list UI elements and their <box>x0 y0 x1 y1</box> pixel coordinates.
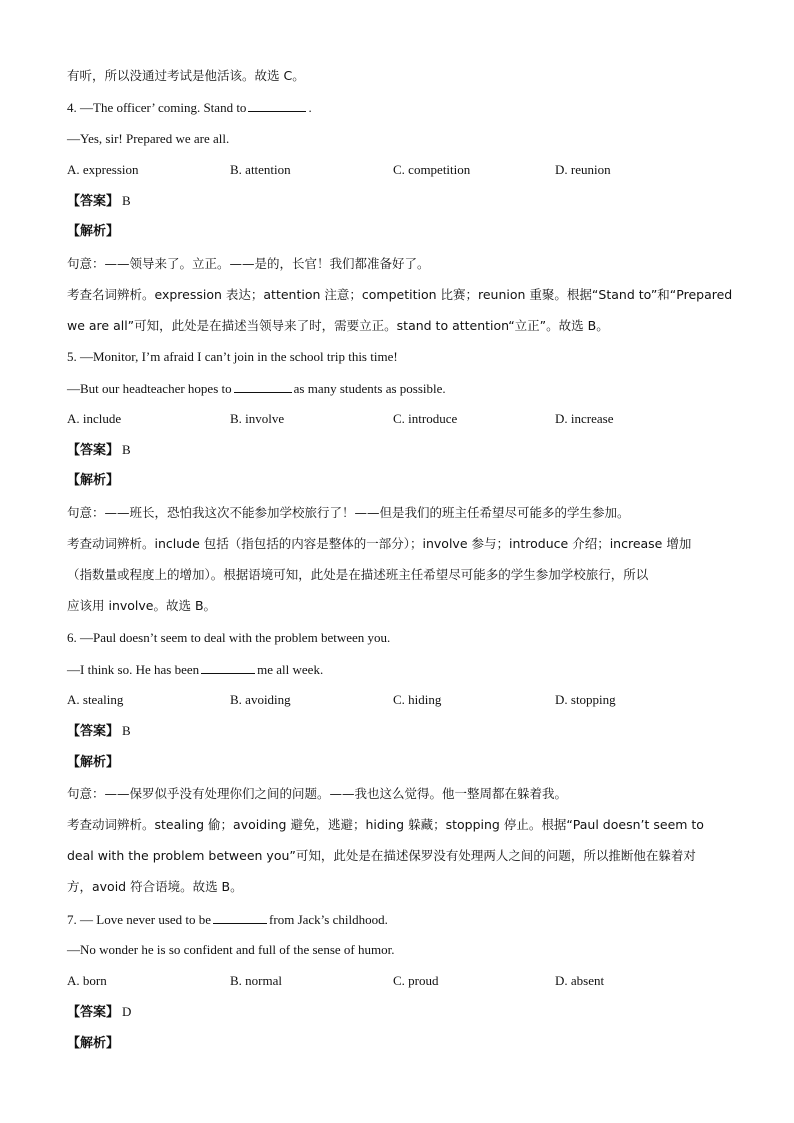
explanation-line: 考查动词辨析。include 包括（指包括的内容是整体的一部分）；involve 参与；introduce 介绍；increase 增加 <box>67 536 692 551</box>
question-stem-end: . <box>308 100 312 115</box>
option-c: C. proud <box>393 973 439 988</box>
sentence-meaning: 句意：——领导来了。立正。——是的，长官！我们都准备好了。 <box>67 256 430 271</box>
question-7-reply: —No wonder he is so confident and full of the sense of humor. <box>67 942 395 957</box>
option-d: D. reunion <box>555 162 611 177</box>
option-c: C. introduce <box>393 411 458 426</box>
question-4 <box>67 99 734 116</box>
question-stem: 4. —The officer’ coming. Stand to <box>67 100 247 115</box>
option-b: B. attention <box>230 162 291 177</box>
text-line: 有听，所以没通过考试是他活该。故选 C。 <box>67 68 305 83</box>
question-4-reply: —Yes, sir! Prepared we are all. <box>67 131 230 146</box>
option-b: B. normal <box>230 973 282 988</box>
answer-tag: 【答案】 <box>67 1005 120 1020</box>
question-7 <box>67 911 734 928</box>
answer-tag: 【答案】 <box>67 194 120 209</box>
option-a: A. include <box>67 411 122 426</box>
answer-line <box>67 442 734 459</box>
sentence-meaning: 句意：——保罗似乎没有处理你们之间的问题。——我也这么觉得。他一整周都在躲着我。 <box>67 786 568 801</box>
explanation-line: 考查名词辨析。expression 表达；attention 注意；competition 比赛；reunion 重聚。根据“Stand to”和“Prepared <box>67 287 733 302</box>
explanation-line: 方，avoid 符合语境。故选 B。 <box>67 879 243 894</box>
question-stem: —I think so. He has been <box>67 662 200 677</box>
explanation-line: deal with the problem between you”可知，此处是在描述保罗没有处理两人之间的问题，所以推断他在躲着对 <box>67 848 696 863</box>
answer-blank <box>213 911 267 924</box>
option-a: A. born <box>67 973 107 988</box>
analysis-tag: 【解析】 <box>67 473 120 488</box>
option-d: D. increase <box>555 411 614 426</box>
sentence-meaning: 句意：——班长，恐怕我这次不能参加学校旅行了！——但是我们的班主任希望尽可能多的学生参加。 <box>67 505 630 520</box>
question-stem-end: from Jack’s childhood. <box>269 912 388 927</box>
explanation-line: 应该用 involve。故选 B。 <box>67 598 217 613</box>
answer-value: D <box>122 1004 132 1019</box>
answer-line <box>67 1004 734 1021</box>
option-a: A. stealing <box>67 692 124 707</box>
option-b: B. avoiding <box>230 692 291 707</box>
question-stem-end: as many students as possible. <box>293 381 446 396</box>
explanation-line: （指数量或程度上的增加）。根据语境可知，此处是在描述班主任希望尽可能多的学生参加学校旅行，所以 <box>67 567 649 582</box>
answer-value: B <box>122 193 131 208</box>
question-6: 6. —Paul doesn’t seem to deal with the problem between you. <box>67 630 391 645</box>
answer-blank <box>234 380 292 393</box>
option-c: C. hiding <box>393 692 442 707</box>
option-a: A. expression <box>67 162 139 177</box>
question-stem-end: me all week. <box>257 662 324 677</box>
question-6-reply <box>67 661 734 678</box>
question-stem: 7. — Love never used to be <box>67 912 212 927</box>
option-b: B. involve <box>230 411 285 426</box>
answer-value: B <box>122 442 131 457</box>
explanation-line: 考查动词辨析。stealing 偷；avoiding 避免，逃避；hiding 躲藏；stopping 停止。根据“Paul doesn’t seem to <box>67 817 704 832</box>
option-d: D. stopping <box>555 692 616 707</box>
option-d: D. absent <box>555 973 605 988</box>
answer-tag: 【答案】 <box>67 443 120 458</box>
question-stem: —But our headteacher hopes to <box>67 381 232 396</box>
explanation-line: we are all”可知，此处是在描述当领导来了时，需要立正。stand to attention“立正”。故选 B。 <box>67 318 609 333</box>
analysis-tag: 【解析】 <box>67 1036 120 1051</box>
answer-tag: 【答案】 <box>67 724 120 739</box>
answer-line <box>67 193 734 210</box>
question-5: 5. —Monitor, I’m afraid I can’t join in the school trip this time! <box>67 349 398 364</box>
question-5-reply <box>67 380 734 397</box>
answer-value: B <box>122 723 131 738</box>
answer-line <box>67 723 734 740</box>
answer-blank <box>248 99 306 112</box>
analysis-tag: 【解析】 <box>67 755 120 770</box>
analysis-tag: 【解析】 <box>67 224 120 239</box>
answer-blank <box>201 661 255 674</box>
option-c: C. competition <box>393 162 471 177</box>
